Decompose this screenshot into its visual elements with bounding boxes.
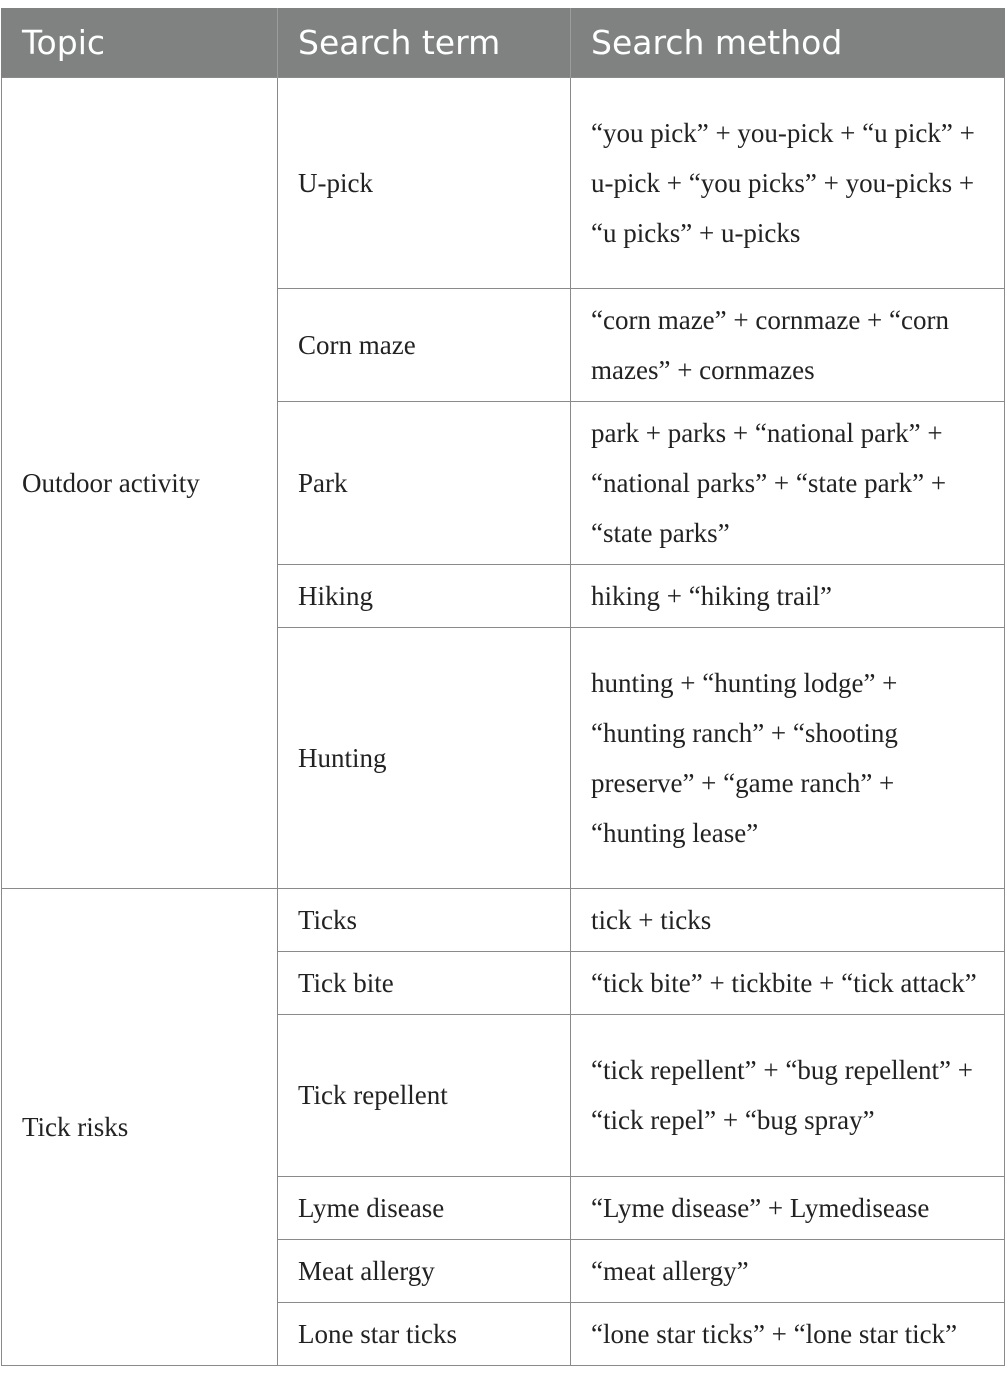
header-search-method: Search method — [571, 8, 1005, 77]
method-cell: “tick repellent” + “bug repellent” + “tick repel” + “bug spray” — [571, 1014, 1005, 1176]
method-cell: “you pick” + you-pick + “u pick” + u-pick + “you picks” + you-picks + “u picks” + u-picks — [571, 77, 1005, 288]
term-cell: Lyme disease — [278, 1176, 571, 1239]
term-cell: Tick repellent — [278, 1014, 571, 1176]
term-cell: Ticks — [278, 888, 571, 951]
method-cell: hiking + “hiking trail” — [571, 564, 1005, 627]
term-cell: Hiking — [278, 564, 571, 627]
search-terms-table — [1, 8, 1005, 1366]
header-topic: Topic — [2, 8, 278, 77]
method-cell: “tick bite” + tickbite + “tick attack” — [571, 951, 1005, 1014]
method-cell: “meat allergy” — [571, 1239, 1005, 1302]
term-cell: Meat allergy — [278, 1239, 571, 1302]
method-cell: “corn maze” + cornmaze + “corn mazes” + cornmazes — [571, 288, 1005, 401]
header-row — [2, 8, 1005, 77]
table-row — [2, 77, 1005, 288]
table-row — [2, 888, 1005, 951]
term-cell: U-pick — [278, 77, 571, 288]
header-search-term: Search term — [278, 8, 571, 77]
topic-cell-outdoor-activity: Outdoor activity — [2, 77, 278, 888]
method-cell: hunting + “hunting lodge” + “hunting ranch” + “shooting preserve” + “game ranch” + “hunting lease” — [571, 627, 1005, 888]
table-header — [2, 8, 1005, 77]
term-cell: Hunting — [278, 627, 571, 888]
term-cell: Tick bite — [278, 951, 571, 1014]
method-cell: “Lyme disease” + Lymedisease — [571, 1176, 1005, 1239]
method-cell: tick + ticks — [571, 888, 1005, 951]
topic-cell-tick-risks: Tick risks — [2, 888, 278, 1365]
term-cell: Corn maze — [278, 288, 571, 401]
term-cell: Park — [278, 401, 571, 564]
table-body — [2, 77, 1005, 1365]
term-cell: Lone star ticks — [278, 1302, 571, 1365]
method-cell: park + parks + “national park” + “national parks” + “state park” + “state parks” — [571, 401, 1005, 564]
method-cell: “lone star ticks” + “lone star tick” — [571, 1302, 1005, 1365]
